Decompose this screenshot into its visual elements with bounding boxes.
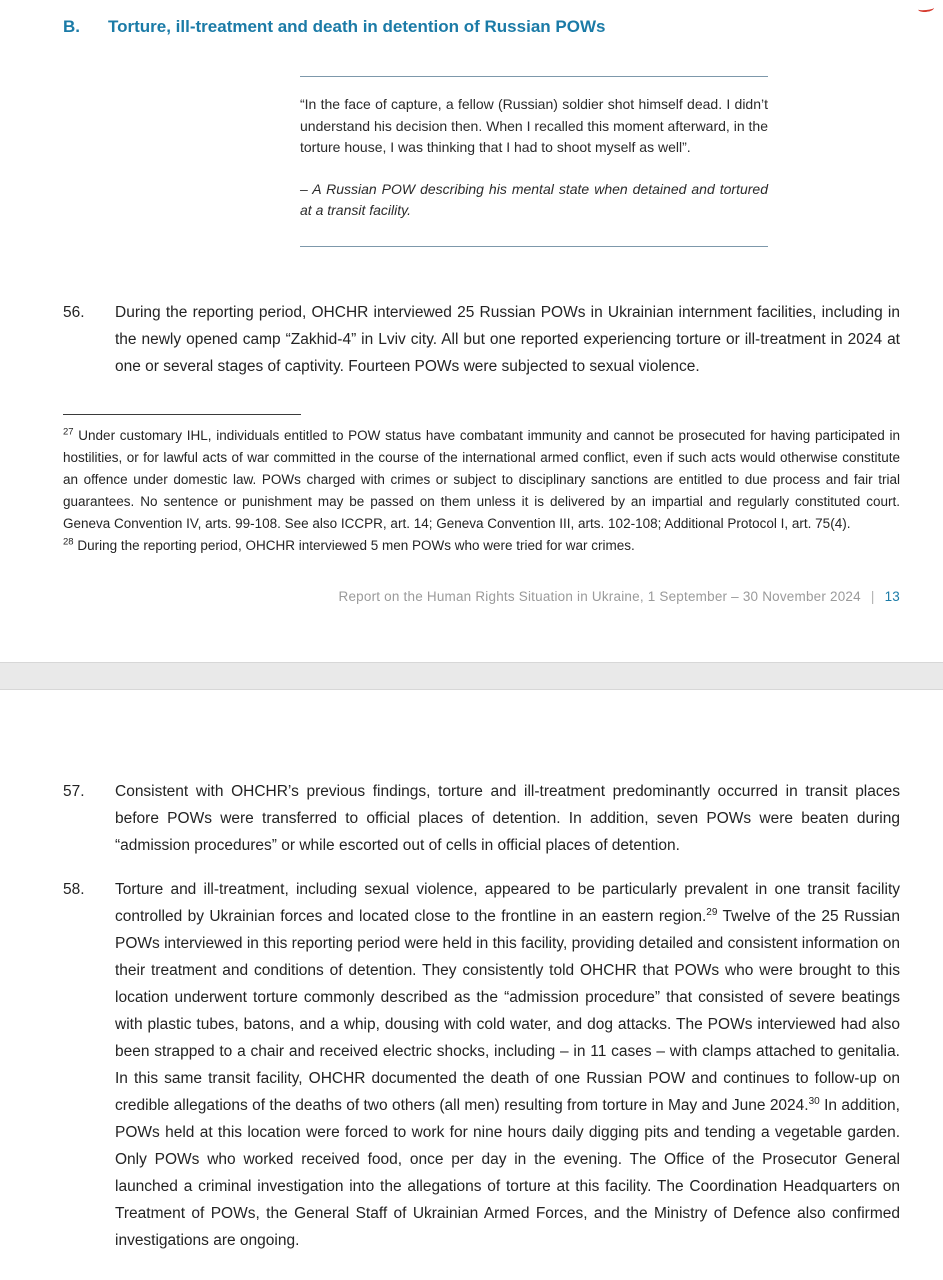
pull-quote [300, 76, 768, 247]
paragraph-number: 56. [63, 303, 85, 321]
footnote-text: During the reporting period, OHCHR interviewed 5 men POWs who were tried for war crimes. [77, 537, 635, 553]
paragraph-text-segment: In addition, POWs held at this location were forced to work for nine hours daily digging pits and tending a vegetable garden. Only POWs who worked received food, once per day in the evening. The Office of the Prosecutor General launched a criminal investigation into the allegations of torture at this facility. The Coordination Headquarters on Treatment of POWs, the General Staff of Ukrainian Armed Forces, and the Ministry of Defence also confirmed investigations are ongoing. [115, 1096, 900, 1249]
footer-report-title: Report on the Human Rights Situation in Ukraine, 1 September – 30 November 2024 [338, 588, 861, 604]
paragraph-56 [63, 299, 900, 380]
page-break-band [0, 662, 943, 690]
quote-rule-bottom [300, 246, 768, 247]
red-annotation-mark [918, 4, 935, 13]
page-footer [63, 589, 900, 604]
paragraph-number: 57. [63, 782, 85, 800]
footnote-27 [63, 425, 900, 535]
quote-text: “In the face of capture, a fellow (Russian) soldier shot himself dead. I didn’t understand his decision then. When I recalled this moment afterward, in the torture house, I was thinking that I had to shoot myself as well”. [300, 96, 768, 155]
quote-rule-top [300, 76, 768, 77]
report-page-14 [0, 690, 943, 1268]
paragraph-text: During the reporting period, OHCHR interviewed 25 Russian POWs in Ukrainian internment facilities, including in the newly opened camp “Zakhid-4” in Lviv city. All but one reported experiencing torture or ill-treatment in 2024 at one or several stages of captivity. Fourteen POWs were subjected to sexual violence. [115, 303, 900, 375]
paragraph-text-segment: Twelve of the 25 Russian POWs interviewed in this reporting period were held in this facility, providing detailed and consistent information on their treatment and conditions of detention. They consistently told OHCHR that POWs who were brought to this location underwent torture commonly described as the “admission procedure” that consisted of severe beatings with plastic tubes, batons, and a whip, dousing with cold water, and dog attacks. The POWs interviewed had also been strapped to a chair and received electric shocks, including – in 11 cases – with clamps attached to genitalia. In this same transit facility, OHCHR documented the death of one Russian POW and continues to follow-up on credible allegations of the deaths of two others (all men) resulting from torture in May and June 2024. [115, 907, 900, 1114]
footnote-ref-29: 29 [706, 906, 718, 918]
paragraph-58 [63, 876, 900, 1254]
section-heading [63, 16, 900, 38]
paragraph-text: Consistent with OHCHR’s previous findings, torture and ill-treatment predominantly occurred in transit places before POWs were transferred to official places of detention. In addition, seven POWs were beaten during “admission procedures” or while escorted out of cells in official places of detention. [115, 782, 900, 854]
footnote-text: Under customary IHL, individuals entitled to POW status have combatant immunity and cannot be prosecuted for having participated in hostilities, or for lawful acts of war committed in the course of the international armed conflict, even if such acts would otherwise constitute an offence under domestic law. POWs charged with crimes or subject to disciplinary sanctions are entitled to due process and fair trial guarantees. No sentence or punishment may be passed on them unless it is delivered by an impartial and regularly constituted court. Geneva Convention IV, arts. 99-108. See also ICCPR, art. 14; Geneva Convention III, arts. 102-108; Additional Protocol I, art. 75(4). [63, 427, 900, 531]
section-title: Torture, ill-treatment and death in detention of Russian POWs [108, 17, 606, 36]
footer-page-number: 13 [884, 588, 900, 604]
paragraph-57 [63, 778, 900, 859]
paragraph-text-segment: Torture and ill-treatment, including sexual violence, appeared to be particularly prevalent in one transit facility controlled by Ukrainian forces and located close to the frontline in an eastern region. [115, 880, 900, 925]
footer-separator: | [870, 588, 875, 604]
footnote-ref-30: 30 [808, 1095, 820, 1107]
footnotes-section [63, 414, 900, 557]
quote-attribution: – A Russian POW describing his mental state when detained and tortured at a transit facility. [300, 180, 768, 218]
footnote-number: 28 [63, 536, 74, 547]
paragraph-text [115, 876, 900, 1254]
section-label: B. [63, 17, 80, 36]
footnote-divider [63, 414, 301, 415]
paragraph-number: 58. [63, 880, 85, 898]
footnote-28 [63, 535, 900, 557]
footnote-number: 27 [63, 426, 74, 437]
